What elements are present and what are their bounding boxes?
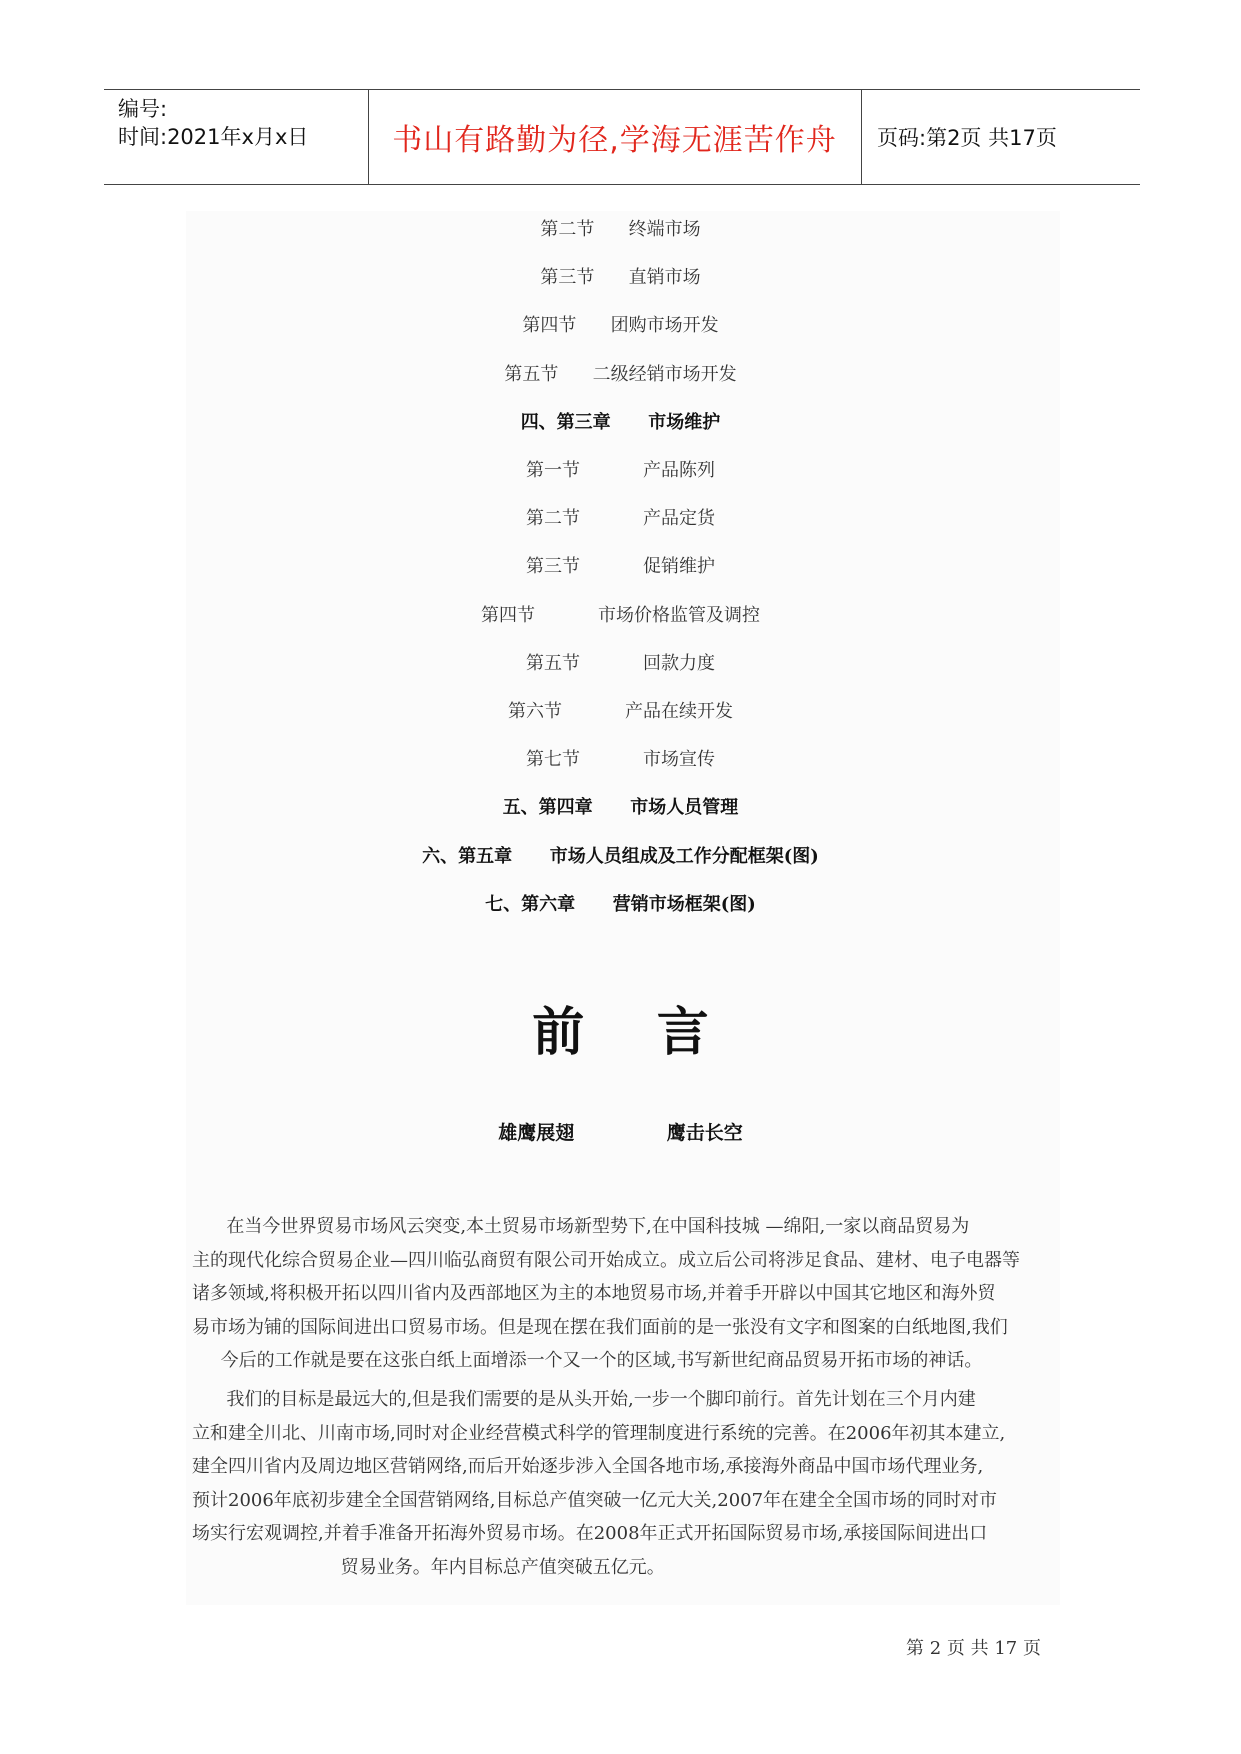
preface-title: 前 言 xyxy=(532,1003,709,1063)
toc-section-entry: 第五节 二级经销市场开发 xyxy=(504,363,737,385)
paragraph-line: 诸多领域,将积极开拓以四川省内及西部地区为主的本地贸易市场,并着手开辟以中国其它地区和海外贸 xyxy=(192,1283,996,1304)
header-info-cell xyxy=(104,90,369,184)
toc-section-entry: 第五节 回款力度 xyxy=(526,652,715,674)
preface-subtitle: 雄鹰展翅 鹰击长空 xyxy=(498,1122,743,1144)
paragraph-line: 在当今世界贸易市场风云突变,本土贸易市场新型势下,在中国科技城 —绵阳,一家以商品贸易为 xyxy=(192,1216,970,1237)
paragraph-line: 易市场为铺的国际间进出口贸易市场。但是现在摆在我们面前的是一张没有文字和图案的白纸地图,我们 xyxy=(192,1316,1008,1338)
header-page-code: 页码:第2页 共17页 xyxy=(877,126,1057,150)
toc-section-entry: 第三节 促销维护 xyxy=(526,556,715,578)
toc-section-entry: 第四节 团购市场开发 xyxy=(522,315,719,337)
header-motto-cell xyxy=(368,90,862,184)
header-motto: 书山有路勤为径,学海无涯苦作舟 xyxy=(392,123,837,158)
toc-section-entry: 第二节 终端市场 xyxy=(540,219,701,240)
paragraph-line: 场实行宏观调控,并着手准备开拓海外贸易市场。在2008年正式开拓国际贸易市场,承接国际间进出口 xyxy=(192,1523,988,1544)
toc-section-entry: 第六节 产品在续开发 xyxy=(508,701,733,722)
header-page-cell xyxy=(861,90,1140,184)
toc-section-entry: 第四节 市场价格监管及调控 xyxy=(481,604,760,626)
paragraph-line: 建全四川省内及周边地区营销网络,而后开始逐步涉入全国各地市场,承接海外商品中国市场代理业务, xyxy=(192,1456,984,1477)
paragraph-line: 立和建全川北、川南市场,同时对企业经营模式科学的管理制度进行系统的完善。在2006年初其本建立, xyxy=(192,1422,1006,1444)
toc-section-entry: 第三节 直销市场 xyxy=(540,267,701,289)
toc-chapter-entry: 五、第四章 市场人员管理 xyxy=(502,797,739,819)
toc-chapter-entry: 七、第六章 营销市场框架(图) xyxy=(485,893,756,915)
toc-section-entry: 第一节 产品陈列 xyxy=(526,460,715,481)
document-number-label: 编号: xyxy=(118,97,168,121)
document-time-label: 时间:2021年x月x日 xyxy=(118,125,309,149)
paragraph-line: 预计2006年底初步建全全国营销网络,目标总产值突破一亿元大关,2007年在建全全国市场的同时对市 xyxy=(192,1489,998,1511)
toc-section-entry: 第二节 产品定货 xyxy=(526,508,715,530)
toc-section-entry: 第七节 市场宣传 xyxy=(526,749,715,771)
page-footer-number: 第 2 页 共 17 页 xyxy=(906,1638,1041,1659)
paragraph-line: 贸易业务。年内目标总产值突破五亿元。 xyxy=(192,1556,665,1578)
paragraph-line: 今后的工作就是要在这张白纸上面增添一个又一个的区域,书写新世纪商品贸易开拓市场的神话。 xyxy=(192,1350,983,1371)
document-header xyxy=(104,89,1140,185)
toc-chapter-entry: 六、第五章 市场人员组成及工作分配框架(图) xyxy=(422,845,819,867)
toc-chapter-entry: 四、第三章 市场维护 xyxy=(520,411,721,433)
paragraph-line: 我们的目标是最远大的,但是我们需要的是从头开始,一步一个脚印前行。首先计划在三个月内建 xyxy=(192,1389,976,1410)
paragraph-line: 主的现代化综合贸易企业—四川临弘商贸有限公司开始成立。成立后公司将涉足食品、建材、电子电器等 xyxy=(192,1249,1020,1271)
